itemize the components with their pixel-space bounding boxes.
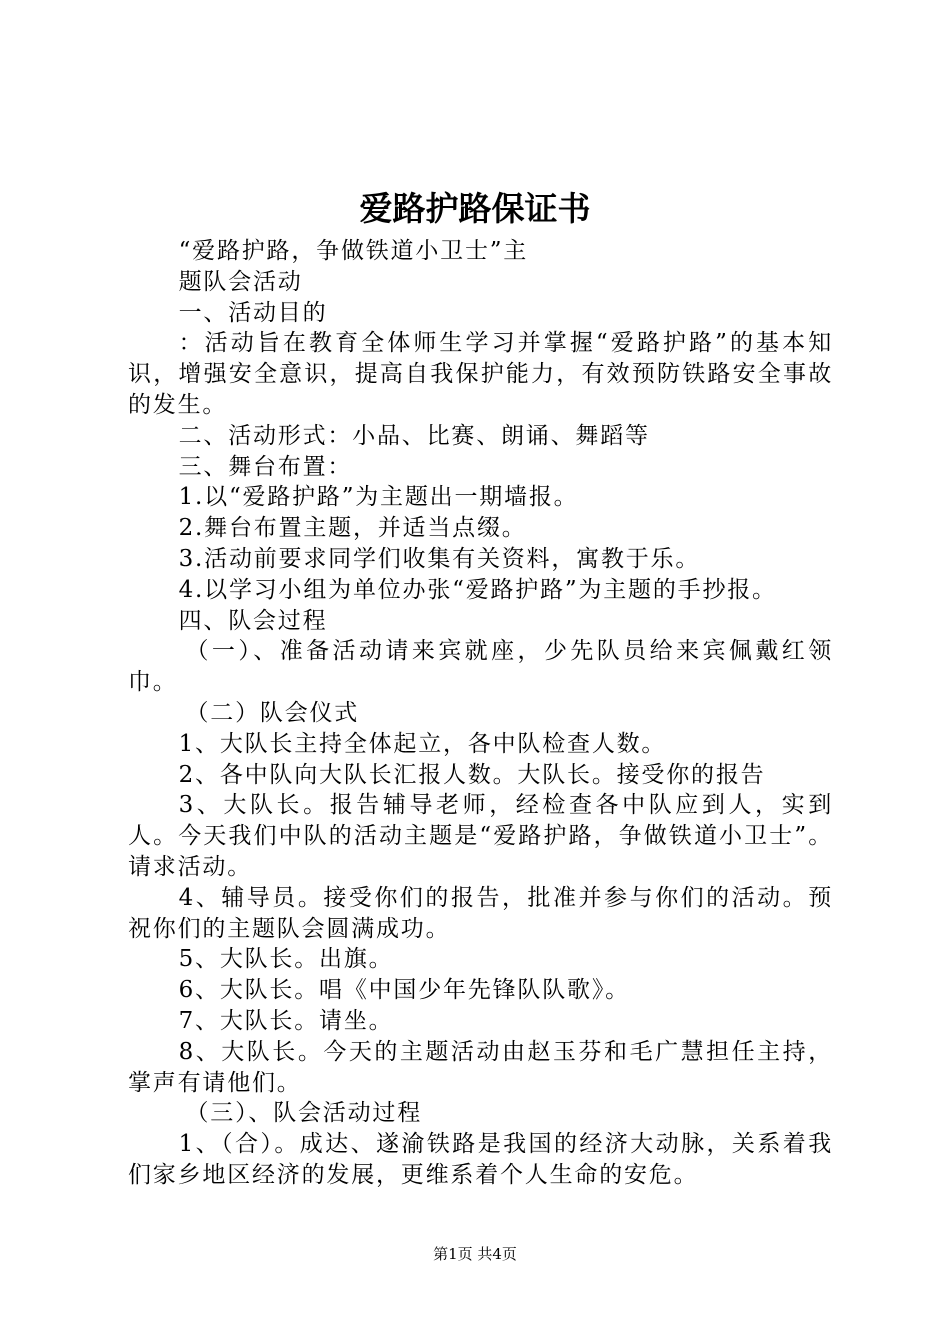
list-item: 4.以学习小组为单位办张“爱路护路”为主题的手抄报。 — [178, 576, 777, 603]
paragraph: 题队会活动 — [178, 268, 303, 295]
section-heading: 四、队会过程 — [178, 607, 328, 634]
list-item: 2.舞台布置主题，并适当点缀。 — [178, 515, 527, 542]
page-number-footer: 第1页 共4页 — [433, 1245, 517, 1263]
paragraph: ：活动旨在教育全体师生学习并掌握“爱路护路”的基本知识，增强安全意识，提高自我保护能力，有效预防铁路安全事故的发生。 — [128, 330, 833, 418]
subsection-heading: （三）、队会活动过程 — [185, 1100, 422, 1127]
list-item: 1、（合）。成达、遂渝铁路是我国的经济大动脉，关系着我们家乡地区经济的发展，更维系着个人生命的安危。 — [128, 1131, 833, 1188]
paragraph: “爱路护路，争做铁道小卫士”主 — [178, 238, 529, 264]
list-item: 7、大队长。请坐。 — [178, 1007, 394, 1034]
list-item: 3.活动前要求同学们收集有关资料，寓教于乐。 — [178, 545, 701, 572]
document-title: 爱路护路保证书 — [359, 189, 591, 228]
list-item: 3、大队长。报告辅导老师，经检查各中队应到人，实到人。今天我们中队的活动主题是“爱路护路，争做铁道小卫士”。请求活动。 — [128, 792, 833, 880]
section-heading: 一、活动目的 — [178, 299, 328, 326]
section-heading: 二、活动形式：小品、比赛、朗诵、舞蹈等 — [178, 422, 650, 449]
section-heading: 三、舞台布置： — [178, 453, 353, 480]
list-item: 5、大队长。出旗。 — [178, 946, 394, 973]
list-item: 1.以“爱路护路”为主题出一期墙报。 — [178, 484, 579, 511]
subsection-heading: （二）队会仪式 — [185, 699, 360, 726]
list-item: 4、辅导员。接受你们的报告，批准并参与你们的活动。预祝你们的主题队会圆满成功。 — [128, 884, 833, 942]
list-item: 8、大队长。今天的主题活动由赵玉芬和毛广慧担任主持，掌声有请他们。 — [128, 1038, 833, 1096]
list-item: 2、各中队向大队长汇报人数。大队长。接受你的报告 — [178, 761, 766, 788]
subsection-heading: （一）、准备活动请来宾就座，少先队员给来宾佩戴红领巾。 — [128, 638, 833, 696]
list-item: 1、大队长主持全体起立，各中队检查人数。 — [178, 730, 667, 757]
document-body — [128, 236, 833, 1191]
list-item: 6、大队长。唱《中国少年先锋队队歌》。 — [178, 977, 630, 1004]
